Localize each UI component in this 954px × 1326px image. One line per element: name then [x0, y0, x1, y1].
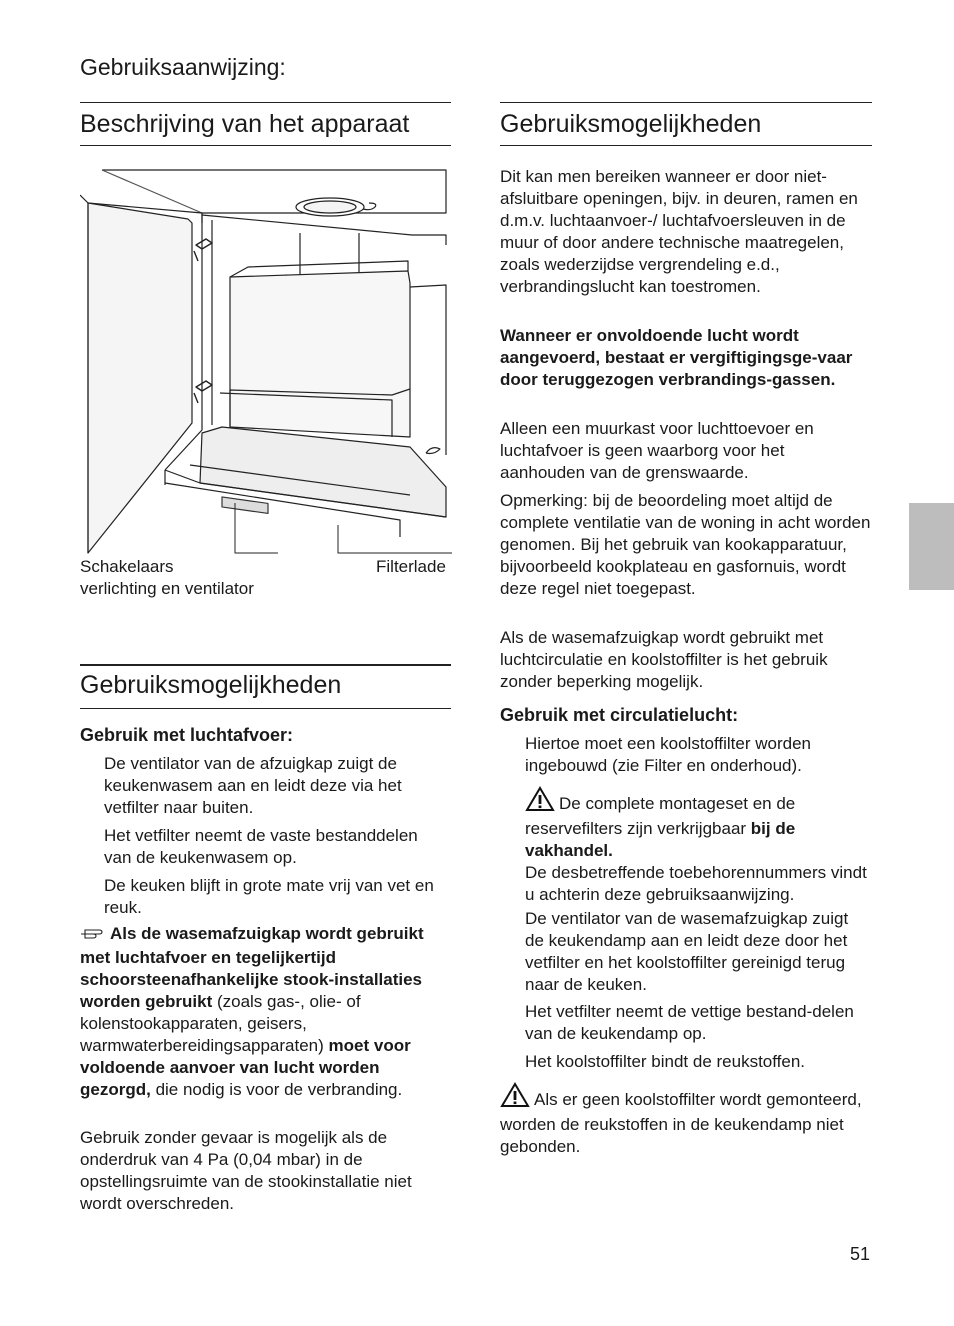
warning-note: Als er geen koolstoffilter wordt gemonteerd, worden de reukstoffen in de keukendamp niet gebonden. — [500, 1082, 872, 1158]
divider — [500, 145, 872, 146]
warning-paragraph: Wanneer er onvoldoende lucht wordt aangevoerd, bestaat er vergiftigingsge-vaar door teruggezogen verbrandings-gassen. — [500, 326, 853, 389]
appliance-illustration — [80, 165, 452, 557]
note-paragraph: Als de wasemafzuigkap wordt gebruikt met luchtafvoer en tegelijkertijd schoorsteenafhankelijke stook-installaties worden gebruikt (zoals gas-, olie- of kolenstookapparaten, geisers, warmwaterbereidingsapparaten) moet voor voldoende aanvoer van lucht worden gezorgd, die nodig is voor de verbranding. — [80, 924, 424, 1099]
divider — [80, 145, 451, 146]
list-item-montage: De complete montageset en de reservefilters zijn verkrijgbaar bij de vakhandel. De desbetreffende toebehorennummers vindt u achterin deze gebruiksaanwijzing. — [525, 786, 873, 906]
list-item: De ventilator van de wasemafzuigkap zuigt de keukendamp aan en leidt deze door het vetfilter en het koolstoffilter gereinigd terug naar de keuken. — [525, 909, 849, 994]
page-title: Gebruiksaanwijzing: — [80, 54, 286, 80]
sub-heading-circulation: Gebruik met circulatielucht: — [500, 705, 739, 725]
paragraph: Als de wasemafzuigkap wordt gebruikt met luchtcirculatie en koolstoffilter is het gebruik zonder beperking mogelijk. — [500, 628, 828, 691]
paragraph: Alleen een muurkast voor luchttoevoer en luchtafvoer is geen waarborg voor het aanhouden van de grenswaarde. — [500, 419, 814, 482]
list-item: Het vetfilter neemt de vaste bestanddelen van de keukenwasem op. — [104, 826, 418, 867]
warning-icon — [525, 786, 555, 818]
list-item: Het vetfilter neemt de vettige bestand-delen van de keukendamp op. — [525, 1002, 854, 1043]
paragraph: Dit kan men bereiken wanneer er door niet-afsluitbare openingen, bijv. in deuren, ramen en d.m.v. luchtaanvoer-/ luchtafvoersleuven in de muur of door andere technische maatregelen, zoals wederzijdse vergrendeling e.d., verbrandingslucht kan toestromen. — [500, 167, 858, 296]
divider — [500, 102, 872, 103]
chapter-tab-marker — [909, 503, 954, 590]
caption-filter-drawer: Filterlade — [376, 557, 446, 576]
list-item: De ventilator van de afzuigkap zuigt de keukenwasem aan en leidt deze via het vetfilter naar buiten. — [104, 754, 402, 817]
section-heading-usage: Gebruiksmogelijkheden — [80, 671, 342, 699]
paragraph: Opmerking: bij de beoordeling moet altijd de complete ventilatie van de woning in acht worden genomen. Bij het gebruik van kookapparatuur, bijvoorbeeld kookplateau en gasfornuis, wordt deze regel niet toegepast. — [500, 491, 871, 598]
divider — [80, 708, 451, 709]
warning-icon — [500, 1082, 530, 1114]
list-item: Hiertoe moet een koolstoffilter worden ingebouwd (zie Filter en onderhoud). — [525, 734, 812, 775]
sub-heading-exhaust: Gebruik met luchtafvoer: — [80, 725, 294, 745]
list-item: Het koolstoffilter bindt de reukstoffen. — [525, 1052, 806, 1071]
page-number: 51 — [849, 1244, 870, 1264]
section-heading-right: Gebruiksmogelijkheden — [500, 110, 762, 138]
caption-switches: Schakelaars verlichting en ventilator — [80, 557, 254, 598]
pointing-hand-icon — [80, 925, 104, 947]
divider — [80, 102, 451, 103]
list-item: De keuken blijft in grote mate vrij van vet en reuk. — [104, 876, 434, 917]
closing-paragraph: Gebruik zonder gevaar is mogelijk als de onderdruk van 4 Pa (0,04 mbar) in de opstellingsruimte van de stookinstallatie niet wordt overschreden. — [80, 1128, 412, 1213]
divider — [80, 664, 451, 666]
section-heading-description: Beschrijving van het apparaat — [80, 110, 410, 138]
